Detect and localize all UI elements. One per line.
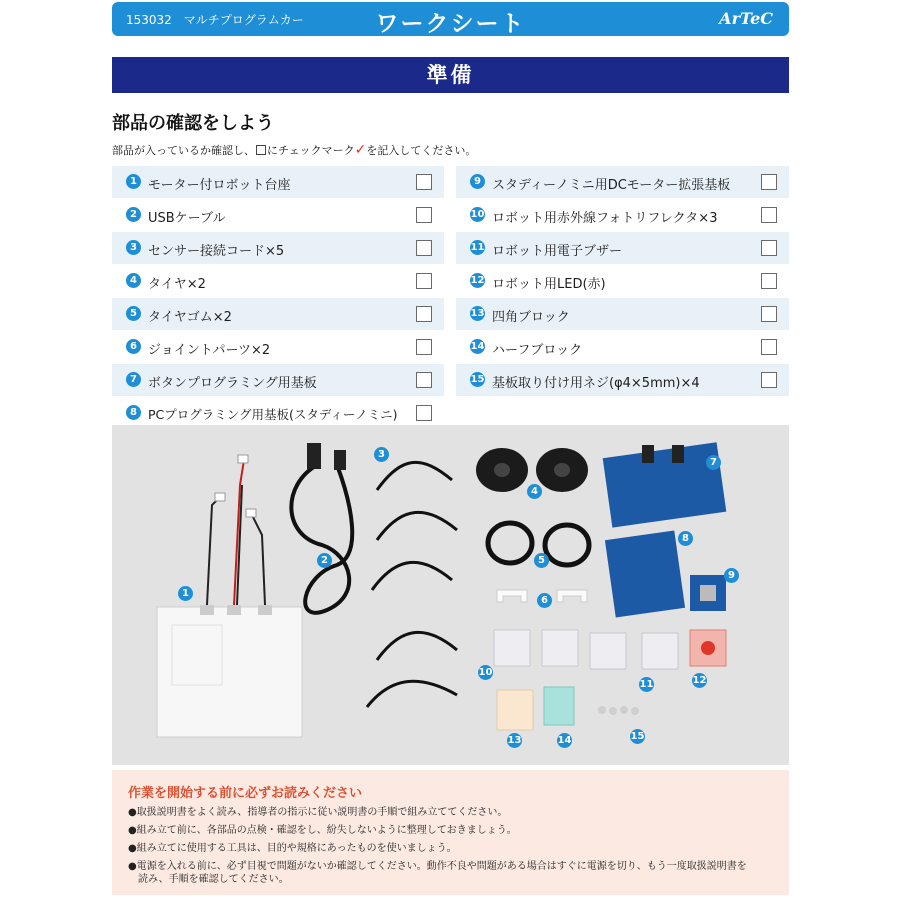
part-label: ハーフブロック: [492, 343, 583, 358]
part-label: PCプログラミング用基板(スタディーノミニ): [148, 407, 398, 422]
part-row: [456, 298, 789, 331]
part-checkbox[interactable]: [416, 339, 432, 355]
part-number: 12: [470, 275, 485, 286]
part-checkbox[interactable]: [761, 306, 777, 322]
part-checkbox[interactable]: [761, 273, 777, 289]
callout-7: 7: [706, 455, 721, 470]
part-label: センサー接続コード×5: [148, 244, 285, 259]
screws-image: [598, 706, 639, 715]
worksheet-title: ワークシート: [375, 11, 526, 37]
led-image: [690, 630, 726, 666]
pc-board-image: [605, 531, 685, 618]
callout-9: 9: [724, 568, 739, 583]
part-label: ロボット用LED(赤): [492, 277, 606, 292]
callout-14: 14: [557, 735, 572, 746]
page-heading: 部品の確認をしよう: [112, 113, 274, 134]
parts-list-right: [456, 166, 789, 397]
part-checkbox[interactable]: [761, 174, 777, 190]
part-label: USBケーブル: [148, 211, 226, 226]
part-number: 15: [470, 374, 485, 385]
part-number: 7: [126, 372, 141, 387]
part-checkbox[interactable]: [416, 207, 432, 223]
part-row: [456, 331, 789, 364]
part-checkbox[interactable]: [416, 273, 432, 289]
instruction-mid: にチェックマーク: [267, 144, 355, 157]
part-number: 11: [470, 242, 485, 253]
part-row: [456, 232, 789, 265]
warning-line: ●取扱説明書をよく読み、指導者の指示に従い説明書の手順で組み立ててください。: [128, 807, 508, 818]
warning-line: 読み、手順を確認してください。: [128, 874, 289, 885]
part-number: 5: [126, 306, 141, 321]
part-row: [112, 199, 444, 232]
product-code: 153032 マルチプログラムカー: [126, 13, 304, 27]
section-title: 準備: [112, 57, 789, 93]
half-block-image: [544, 687, 574, 725]
parts-photo: [112, 425, 789, 765]
part-row: [456, 199, 789, 232]
part-label: 四角ブロック: [492, 310, 570, 325]
warning-title: 作業を開始する前に必ずお読みください: [128, 786, 363, 801]
part-label: ジョイントパーツ×2: [148, 343, 271, 358]
buzzer-image: [642, 633, 678, 669]
part-row: [456, 265, 789, 298]
checkbox-sample-icon: [256, 145, 266, 155]
part-row: [112, 331, 444, 364]
part-checkbox[interactable]: [761, 207, 777, 223]
part-row: [112, 166, 444, 199]
warning-box: [112, 770, 789, 895]
part-number: 13: [470, 308, 485, 319]
callout-1: 1: [178, 586, 193, 601]
instruction-after: を記入してください。: [366, 144, 477, 157]
part-checkbox[interactable]: [416, 174, 432, 190]
brand-logo: ArTeC: [719, 9, 773, 28]
warning-line: ●組み立て前に、各部品の点検・確認をし、紛失しないように整理しておきましょう。: [128, 825, 517, 836]
square-block-image: [497, 690, 533, 730]
part-label: ロボット用赤外線フォトリフレクタ×3: [492, 211, 718, 226]
part-number: 3: [126, 240, 141, 255]
callout-11: 11: [639, 679, 654, 690]
sensor-cords-image: [367, 462, 457, 707]
motor-board-image: [690, 575, 726, 611]
warning-line: ●組み立てに使用する工具は、目的や規格にあったものを使いましょう。: [128, 843, 457, 854]
part-label: 基板取り付け用ネジ(φ4×5mm)×4: [492, 376, 700, 391]
part-row: [112, 298, 444, 331]
callout-2: 2: [317, 553, 332, 568]
part-label: ロボット用電子ブザー: [492, 244, 623, 259]
callout-13: 13: [507, 735, 522, 746]
part-label: スタディーノミニ用DCモーター拡張基板: [492, 178, 731, 193]
callout-12: 12: [692, 675, 707, 686]
warning-line: ●電源を入れる前に、必ず目視で問題がないか確認してください。動作不良や問題がある場合はすぐに電源を切り、もう一度取扱説明書を: [128, 861, 747, 872]
part-label: モーター付ロボット台座: [148, 178, 291, 193]
part-row: [112, 265, 444, 298]
part-number: 4: [126, 273, 141, 288]
part-number: 14: [470, 341, 485, 352]
callout-8: 8: [678, 531, 693, 546]
part-checkbox[interactable]: [416, 306, 432, 322]
part-number: 2: [126, 207, 141, 222]
part-row: [112, 232, 444, 265]
part-label: タイヤ×2: [148, 277, 206, 292]
part-checkbox[interactable]: [761, 372, 777, 388]
instruction-before: 部品が入っているか確認し、: [112, 144, 255, 157]
part-row: [456, 364, 789, 397]
callout-3: 3: [374, 447, 389, 462]
part-number: 8: [126, 405, 141, 420]
part-checkbox[interactable]: [416, 372, 432, 388]
callout-4: 4: [527, 484, 542, 499]
parts-list-left: [112, 166, 444, 430]
part-checkbox[interactable]: [761, 339, 777, 355]
part-label: タイヤゴム×2: [148, 310, 232, 325]
part-checkbox[interactable]: [416, 405, 432, 421]
callout-6: 6: [537, 593, 552, 608]
callout-15: 15: [630, 731, 645, 742]
part-number: 1: [126, 174, 141, 189]
usb-cable-image: [291, 443, 352, 613]
part-number: 6: [126, 339, 141, 354]
instruction-text: [112, 142, 476, 158]
callout-10: 10: [478, 667, 493, 678]
worksheet-header: [112, 2, 789, 36]
ir-sensors-image: [494, 630, 626, 669]
part-row: [112, 364, 444, 397]
part-number: 10: [470, 209, 485, 220]
part-label: ボタンプログラミング用基板: [148, 376, 317, 391]
checkmark-icon: ✓: [354, 142, 367, 158]
button-board-image: [603, 442, 727, 527]
callout-5: 5: [534, 553, 549, 568]
part-checkbox[interactable]: [416, 240, 432, 256]
part-checkbox[interactable]: [761, 240, 777, 256]
part-number: 9: [470, 174, 485, 189]
part-row: [456, 166, 789, 199]
